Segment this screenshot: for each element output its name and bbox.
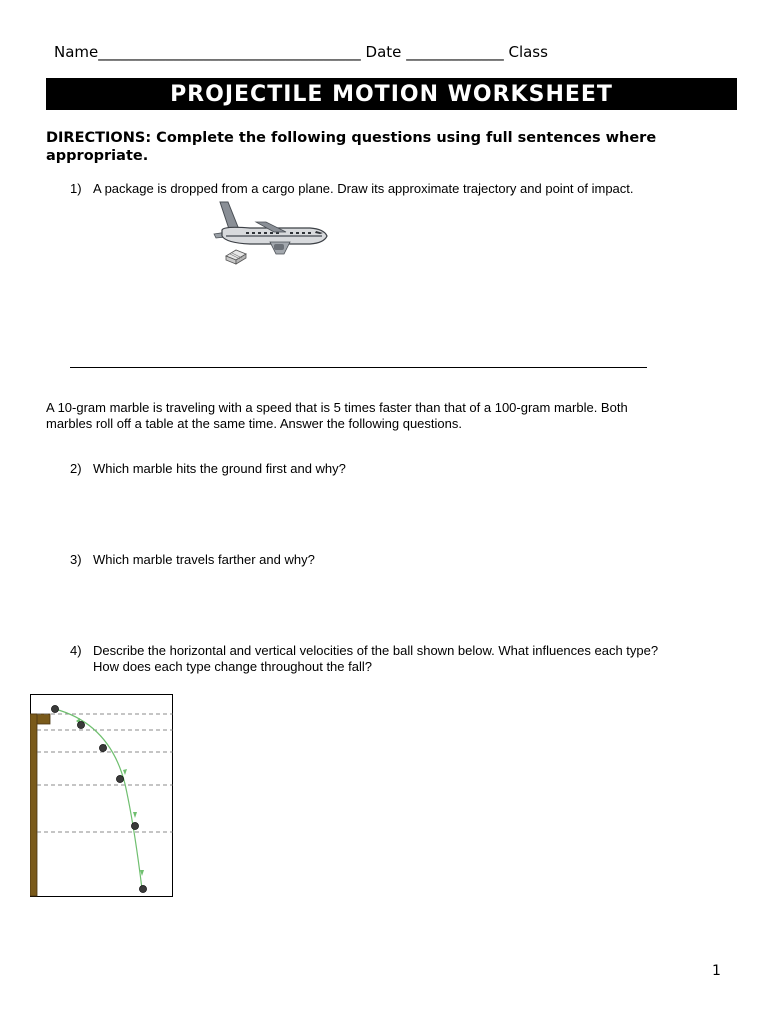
question-number: 2) [70, 461, 82, 476]
question-2 [70, 461, 750, 477]
name-blank[interactable]: ___________________________________ [98, 43, 361, 61]
paragraph-line: marbles roll off a table at the same time. Answer the following questions. [46, 416, 462, 431]
directions: DIRECTIONS: Complete the following questions using full sentences where appropriate. [46, 130, 657, 164]
paragraph-line: A 10-gram marble is traveling with a speed that is 5 times faster than that of a 100-gram marble. Both [46, 400, 628, 415]
student-info-header [54, 43, 548, 61]
date-blank[interactable]: _____________ [406, 43, 504, 61]
question-number: 4) [70, 643, 82, 658]
worksheet-title: PROJECTILE MOTION WORKSHEET [46, 78, 737, 110]
question-text: Describe the horizontal and vertical velocities of the ball shown below. What influences each type? [93, 643, 659, 658]
question-3 [70, 552, 750, 568]
question-number: 1) [70, 181, 82, 196]
class-label: Class [508, 43, 548, 61]
answer-line[interactable] [70, 367, 647, 368]
page-number: 1 [712, 963, 721, 979]
ball-trajectory-figure [30, 694, 174, 898]
question-text-line2: How does each type change throughout the fall? [93, 659, 372, 674]
question-text: Which marble travels farther and why? [93, 552, 315, 567]
question-text: A package is dropped from a cargo plane. Draw its approximate trajectory and point of impact. [93, 181, 634, 196]
marble-paragraph [46, 400, 706, 432]
question-1 [70, 181, 750, 197]
question-4 [70, 643, 750, 675]
question-text: Which marble hits the ground first and why? [93, 461, 346, 476]
date-label: Date [365, 43, 402, 61]
cargo-plane-icon [210, 198, 335, 268]
name-label: Name [54, 43, 99, 61]
question-number: 3) [70, 552, 82, 567]
